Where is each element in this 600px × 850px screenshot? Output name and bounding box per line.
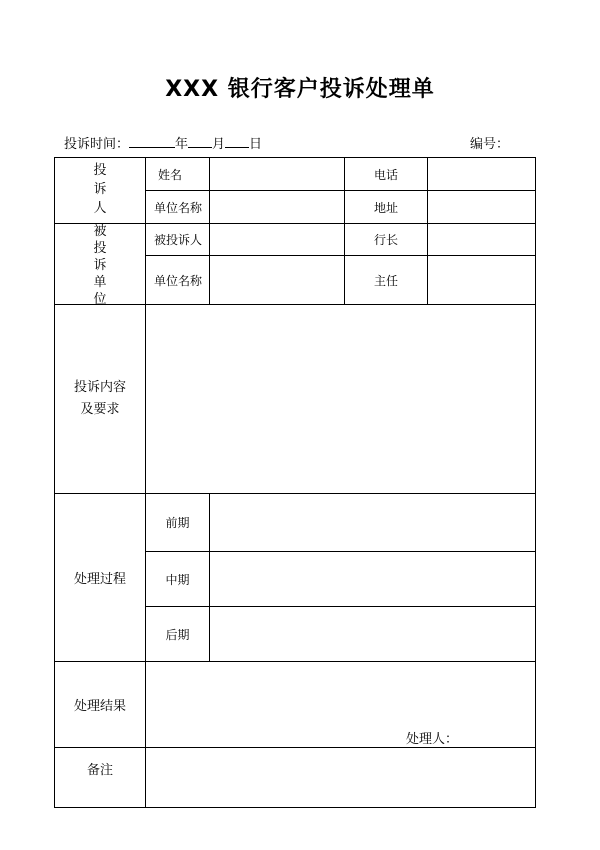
- complaint-content-label-line1: 投诉内容: [73, 380, 126, 395]
- respondent-label-char: 单: [93, 275, 107, 290]
- president-label: 行长: [373, 233, 398, 247]
- remarks-field[interactable]: [146, 748, 535, 807]
- page-title: XXX 银行客户投诉处理单: [165, 77, 435, 102]
- respondent-label-char: 诉: [93, 258, 107, 273]
- complaint-content-field[interactable]: [146, 305, 535, 493]
- respondent-unit-label: 单位名称: [154, 273, 203, 288]
- respondent-person-label: 被投诉人: [154, 233, 203, 247]
- respondent-label: [90, 223, 110, 308]
- handler-label: 处理人：: [406, 732, 459, 747]
- result-field[interactable]: [146, 662, 535, 747]
- year-label: 年: [175, 137, 189, 152]
- process-stage-late-field[interactable]: [210, 607, 535, 661]
- table-border-bottom: [54, 807, 536, 808]
- number-label: 编号：: [470, 137, 510, 152]
- president-field[interactable]: [428, 224, 535, 255]
- result-label: 处理结果: [73, 699, 126, 714]
- complainant-unit-field[interactable]: [210, 191, 344, 223]
- complainant-label: [90, 161, 110, 218]
- year-blank[interactable]: [129, 135, 175, 148]
- complaint-time-label: 投诉时间：: [64, 137, 130, 152]
- complainant-label-char: 投: [93, 163, 107, 178]
- phone-label: 电话: [373, 167, 398, 182]
- process-label: 处理过程: [73, 572, 126, 587]
- complainant-label-char: 人: [93, 201, 107, 216]
- table-border-right: [535, 157, 536, 808]
- director-label: 主任: [373, 273, 398, 288]
- name-field[interactable]: [210, 158, 344, 190]
- month-blank[interactable]: [188, 135, 212, 148]
- complaint-form-table: [54, 157, 536, 808]
- director-field[interactable]: [428, 256, 535, 304]
- respondent-unit-field[interactable]: [210, 256, 344, 304]
- process-stage-early-label: 前期: [165, 516, 190, 530]
- respondent-label-char: 位: [93, 292, 107, 307]
- complainant-label-char: 诉: [93, 182, 107, 197]
- day-label: 日: [249, 137, 263, 152]
- respondent-label-char: 被: [93, 224, 107, 239]
- process-stage-middle-field[interactable]: [210, 552, 535, 606]
- respondent-label-char: 投: [93, 241, 107, 256]
- complainant-unit-label: 单位名称: [154, 200, 203, 215]
- complaint-content-label: [55, 305, 145, 493]
- remarks-label: 备注: [86, 762, 113, 778]
- respondent-person-field[interactable]: [210, 224, 344, 255]
- address-label: 地址: [373, 200, 398, 215]
- month-label: 月: [212, 137, 226, 152]
- process-stage-middle-label: 中期: [165, 572, 190, 587]
- name-label: 姓名: [158, 167, 183, 182]
- complaint-time-line: [64, 133, 262, 152]
- day-blank[interactable]: [225, 135, 249, 148]
- process-stage-early-field[interactable]: [210, 494, 535, 551]
- phone-field[interactable]: [428, 158, 535, 190]
- address-field[interactable]: [428, 191, 535, 223]
- process-stage-late-label: 后期: [165, 627, 190, 642]
- complaint-content-label-line2: 及要求: [80, 402, 120, 417]
